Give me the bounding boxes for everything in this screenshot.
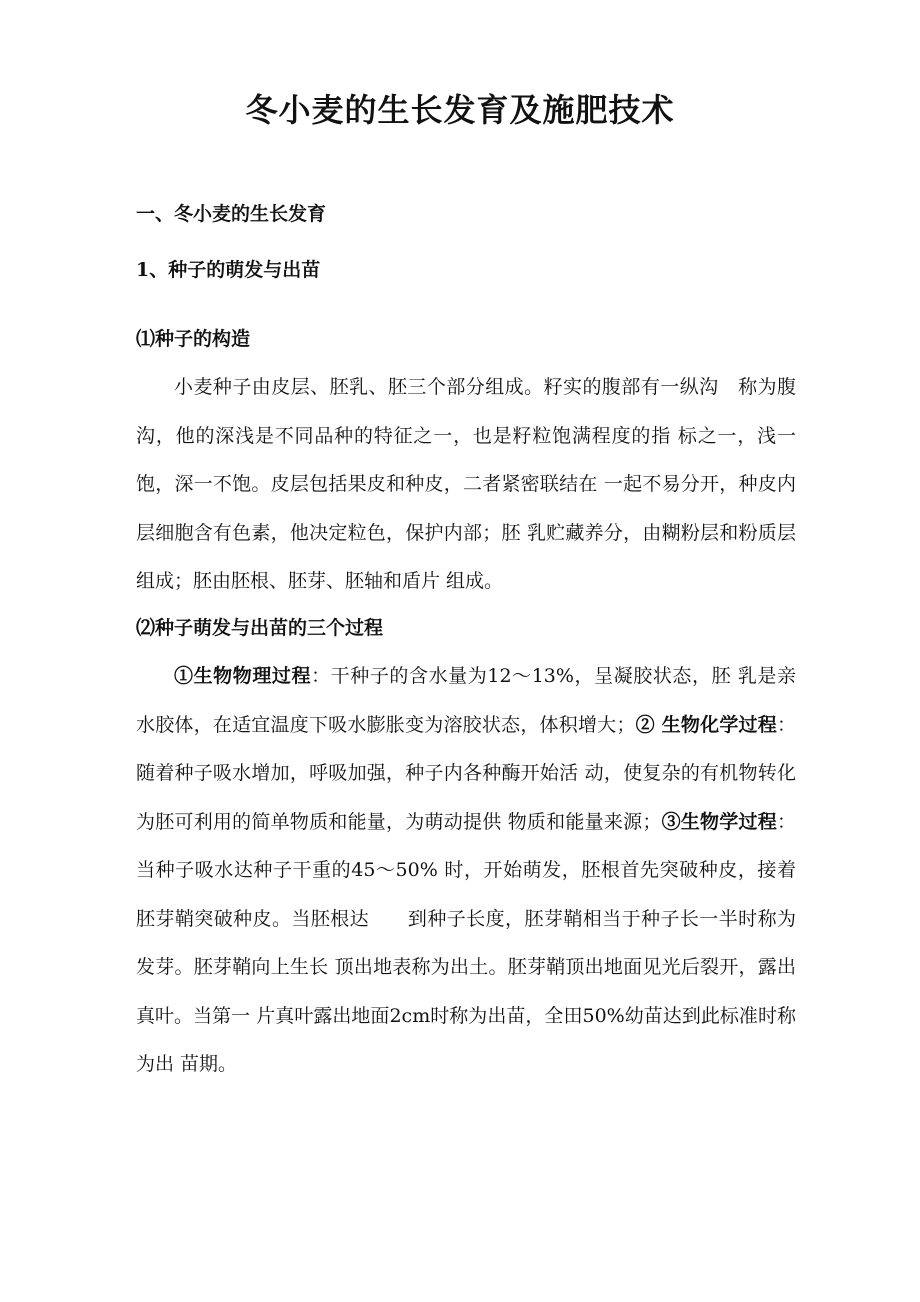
process1-label: ①生物物理过程 xyxy=(174,665,312,687)
item1-heading: ⑴种子的构造 xyxy=(136,328,251,350)
item2-heading: ⑵种子萌发与出苗的三个过程 xyxy=(136,617,384,639)
subsection-heading: 1、种子的萌发与出苗 xyxy=(136,259,321,281)
item1-paragraph: 小麦种子由皮层、胚乳、胚三个部分组成。籽实的腹部有一纵沟 称为腹沟，他的深浅是不同品种的特征之一，也是籽粒饱满程度的指 标之一，浅一饱，深一不饱。皮层包括果皮和种皮，二者紧密联结在 一起不易分开，种皮内层细胞含有色素，他决定粒色，保护内部；胚 乳贮藏养分，由糊粉层和粉质层组成；胚由胚根、胚芽、胚轴和盾片 组成。 xyxy=(136,376,796,592)
item2-paragraph xyxy=(136,652,796,1089)
process3-text: ：当种子吸水达种子干重的45〜50% 时，开始萌发，胚根首先突破种皮，接着胚芽鞘突破种皮。当胚根达 到种子长度，胚芽鞘相当于种子长一半时称为发芽。胚芽鞘向上生长 顶出地表称为出土。胚芽鞘顶出地面见光后裂开，露出真叶。当第一 片真叶露出地面2cm时称为出苗，全田50%幼苗达到此标准时称为出 苗期。 xyxy=(136,810,796,1075)
process1-text: ：干种子的含水量为12〜13%，呈凝胶状态，胚 乳是亲水胶体，在适宜温度下吸水膨胀变为溶胶状态，体积增大； xyxy=(136,665,796,736)
process2-label: ② 生物化学过程 xyxy=(635,713,777,736)
process2-text: ：随着种子吸水增加，呼吸加强，种子内各种酶开始活 动，使复杂的有机物转化为胚可利用的简单物质和能量，为萌动提供 物质和能量来源； xyxy=(136,713,796,833)
page-title: 冬小麦的生长发育及施肥技术 xyxy=(245,91,675,129)
section-heading: 一、冬小麦的生长发育 xyxy=(136,203,327,225)
process3-label: ③生物学过程 xyxy=(661,810,777,833)
